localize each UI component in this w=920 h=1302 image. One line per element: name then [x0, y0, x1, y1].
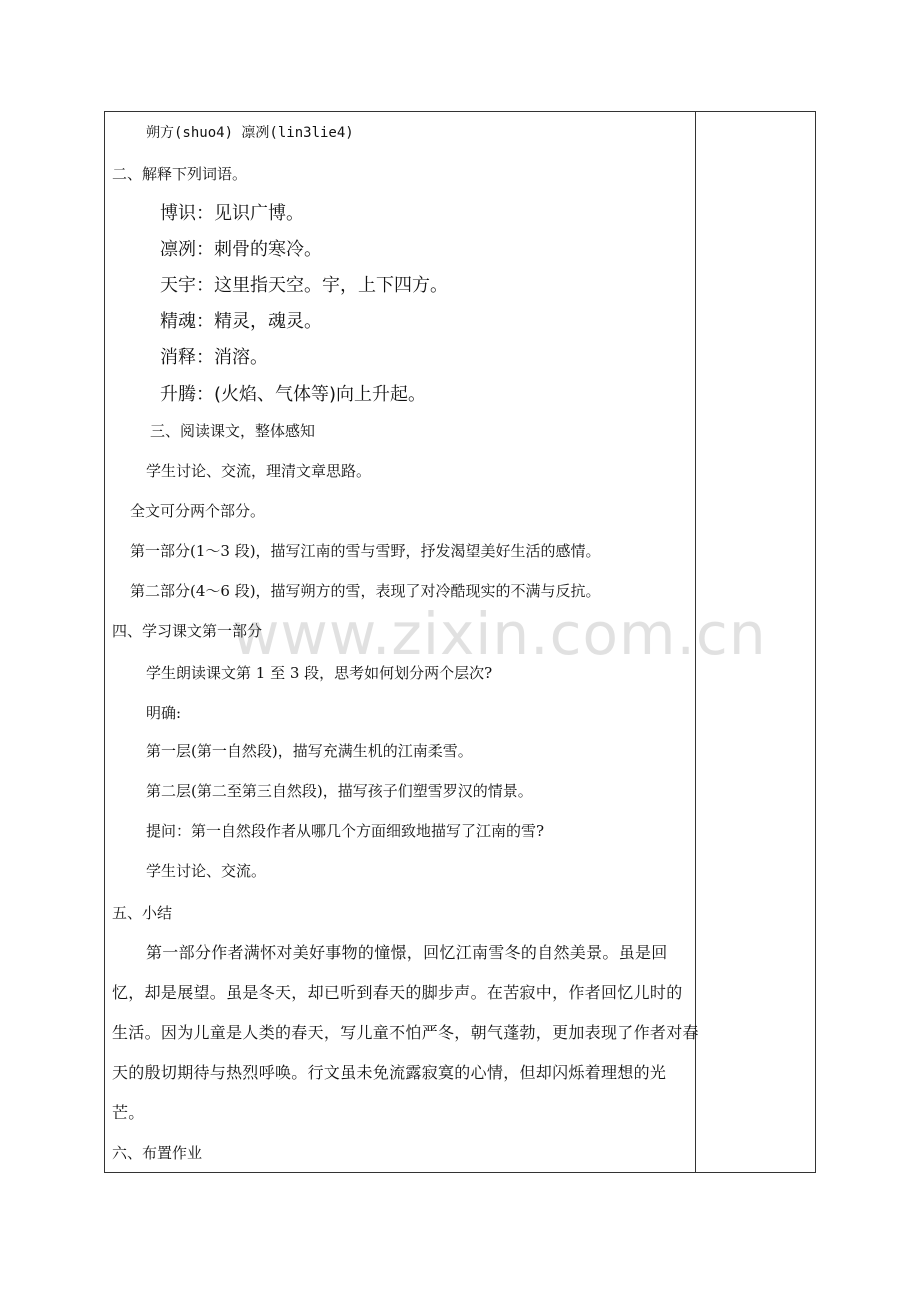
- body-line: 提问：第一自然段作者从哪几个方面细致地描写了江南的雪?: [146, 822, 545, 840]
- body-line: 第一部分(1～3 段)，描写江南的雪与雪野，抒发渴望美好生活的感情。: [130, 542, 601, 560]
- definition-line: 博识：见识广博。: [160, 203, 304, 224]
- body-line: 学生朗读课文第 1 至 3 段，思考如何划分两个层次?: [146, 664, 493, 682]
- body-line: 明确:: [146, 704, 182, 722]
- watermark: www.zixin.com.cn: [232, 600, 767, 668]
- section-4-heading: 四、学习课文第一部分: [112, 622, 263, 640]
- body-line: 第二部分(4～6 段)，描写朔方的雪，表现了对冷酷现实的不满与反抗。: [130, 582, 601, 600]
- definition-line: 消释：消溶。: [160, 347, 268, 368]
- body-line: 第一层(第一自然段)，描写充满生机的江南柔雪。: [146, 742, 473, 760]
- pinyin-line: 朔方(shuo4) 凛冽(lin3lie4): [146, 125, 354, 141]
- definition-line: 凛冽：刺骨的寒冷。: [160, 239, 322, 260]
- body-line: 学生讨论、交流。: [146, 862, 267, 880]
- summary-line: 芒。: [112, 1103, 145, 1122]
- section-3-heading: 三、阅读课文，整体感知: [150, 422, 316, 440]
- section-6-heading: 六、布置作业: [112, 1144, 203, 1162]
- summary-line: 第一部分作者满怀对美好事物的憧憬，回忆江南雪冬的自然美景。虽是回: [146, 943, 668, 962]
- body-line: 全文可分两个部分。: [130, 502, 266, 520]
- section-2-heading: 二、解释下列词语。: [112, 165, 248, 183]
- section-5-heading: 五、小结: [112, 904, 173, 922]
- summary-line: 天的殷切期待与热烈呼唤。行文虽未免流露寂寞的心情，但却闪烁着理想的光: [112, 1063, 667, 1082]
- body-line: 学生讨论、交流，理清文章思路。: [146, 462, 372, 480]
- summary-line: 忆，却是展望。虽是冬天，却已听到春天的脚步声。在苦寂中，作者回忆儿时的: [112, 983, 683, 1002]
- summary-line: 生活。因为儿童是人类的春天，写儿童不怕严冬，朝气蓬勃，更加表现了作者对春: [112, 1023, 699, 1042]
- body-line: 第二层(第二至第三自然段)，描写孩子们塑雪罗汉的情景。: [146, 782, 533, 800]
- definition-line: 升腾：(火焰、气体等)向上升起。: [160, 384, 427, 405]
- definition-line: 精魂：精灵，魂灵。: [160, 311, 322, 332]
- definition-line: 天宇：这里指天空。宇，上下四方。: [160, 275, 448, 296]
